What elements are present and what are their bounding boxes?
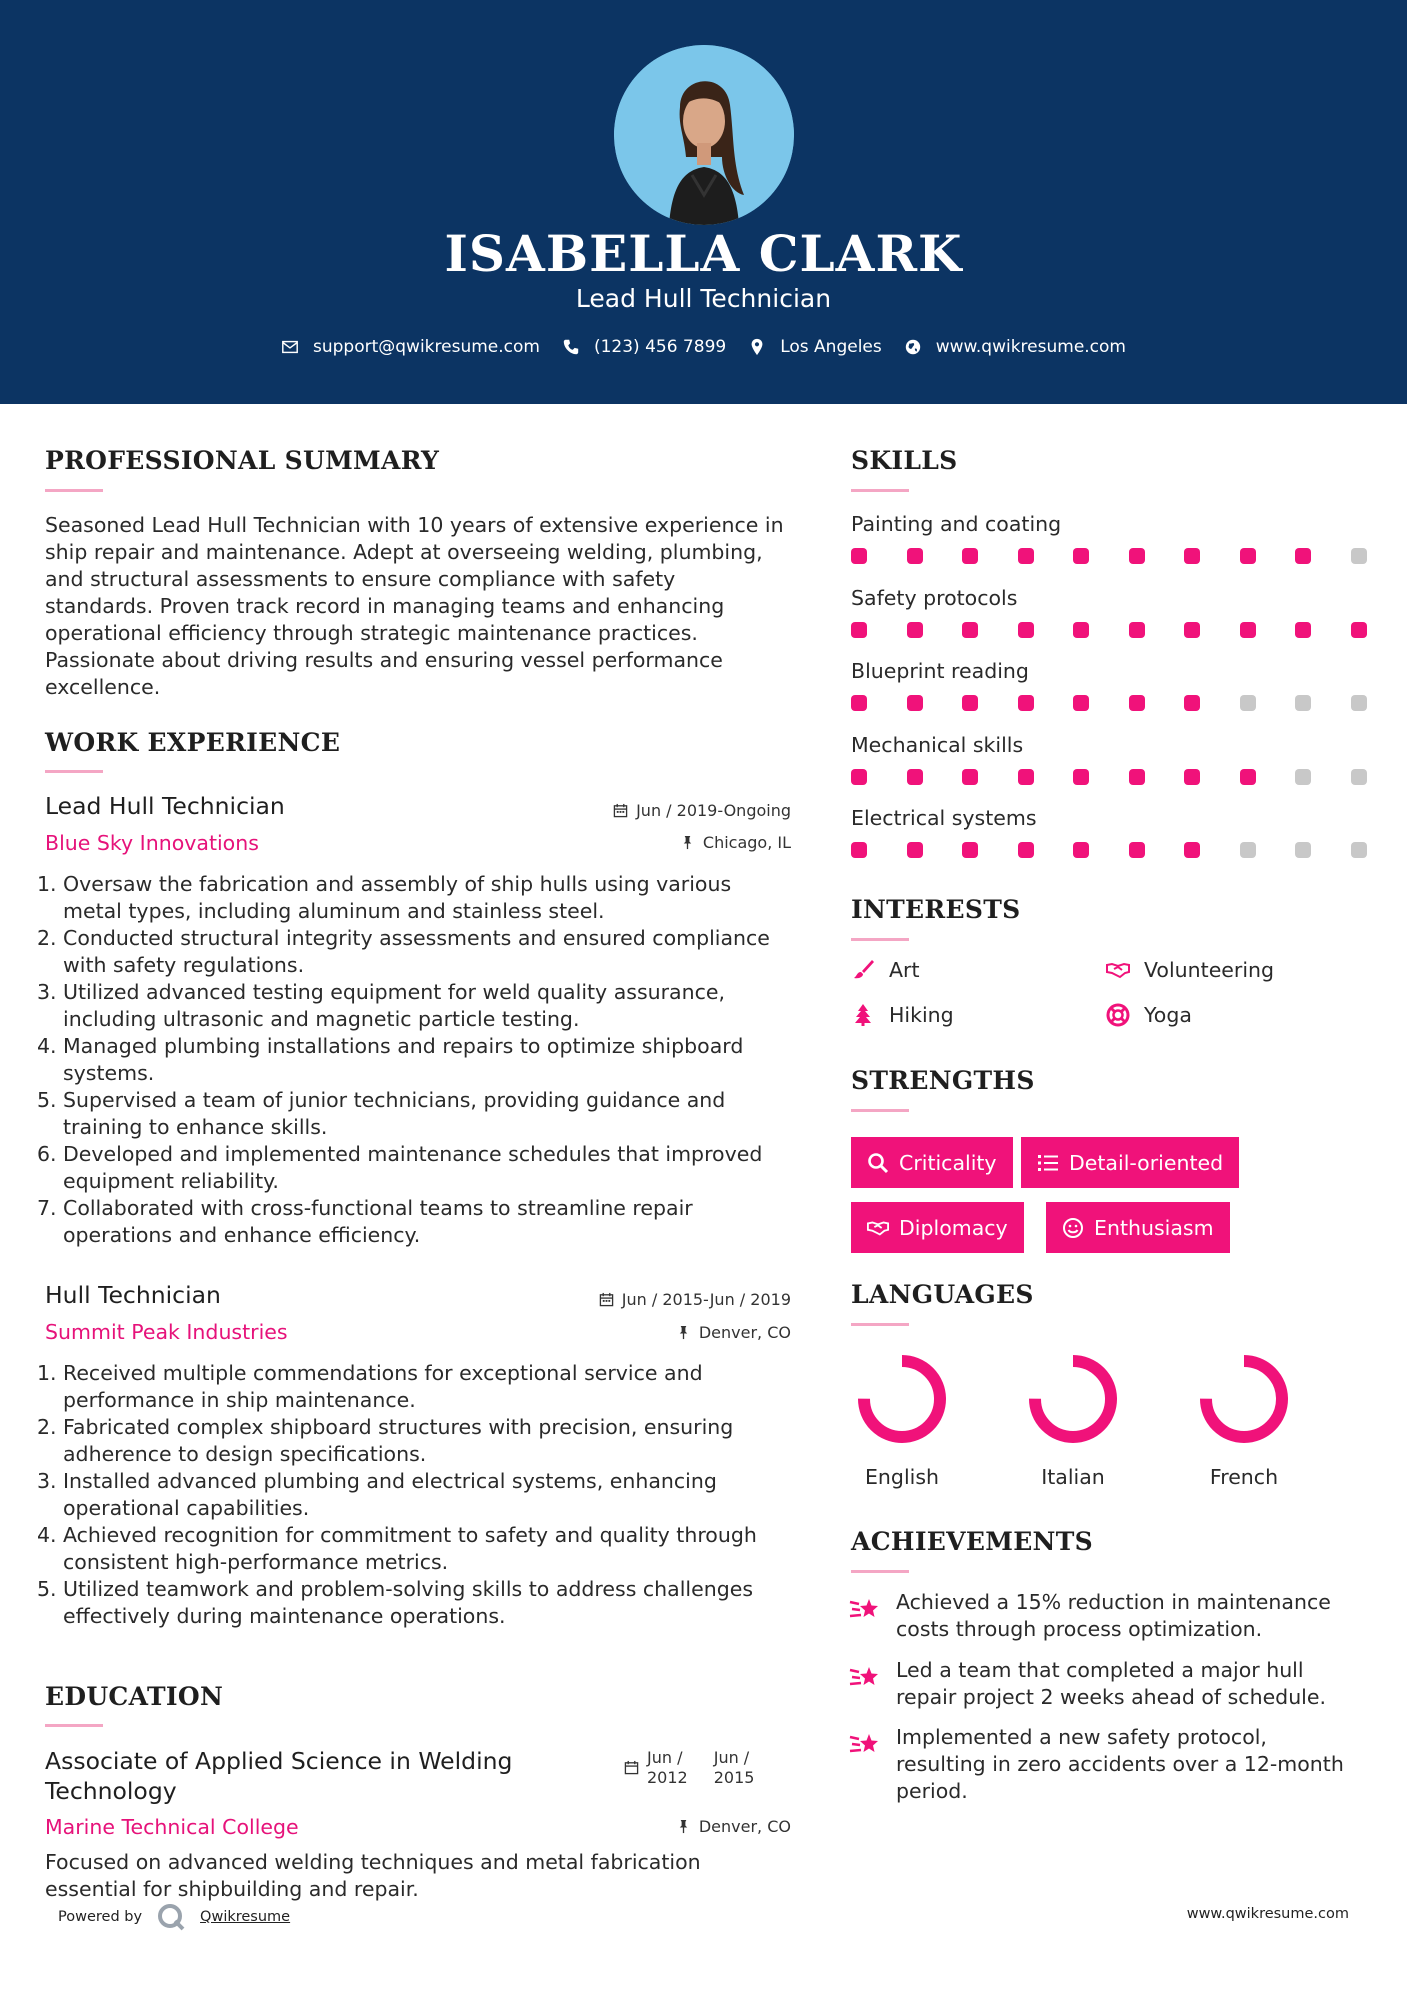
shooting-star-icon (849, 1728, 881, 1760)
skill-dot-filled (962, 695, 978, 711)
experience-underline (45, 770, 103, 773)
summary-line: and structural assessments to ensure compliance with safety (45, 567, 676, 591)
job-company: Summit Peak Industries (45, 1320, 288, 1344)
skill-dot-filled (907, 622, 923, 638)
list-item: 1. Received multiple commendations for exceptional service and performance in ship maintenance. (37, 1361, 703, 1412)
skill-dot-filled (907, 695, 923, 711)
education-location-text: Denver, CO (698, 1817, 791, 1836)
skill-dot-empty (1295, 842, 1311, 858)
skill-dot-filled (1129, 548, 1145, 564)
strength-tag (851, 1202, 1024, 1253)
skill-dot-filled (1073, 622, 1089, 638)
skill-dot-filled (1018, 548, 1034, 564)
list-item: 3. Utilized advanced testing equipment for weld quality assurance, including ultrasonic and magnetic particle testing. (37, 980, 725, 1031)
pushpin-icon (680, 835, 695, 850)
list-item: 1. Oversaw the fabrication and assembly of ship hulls using various metal types, including aluminum and stainless steel. (37, 872, 732, 923)
skill-dot-empty (1240, 695, 1256, 711)
interest-item (851, 1003, 954, 1027)
search-icon (867, 1152, 889, 1174)
job-title: Hull Technician (45, 1281, 221, 1309)
skill-dot-filled (907, 769, 923, 785)
skill-dot-filled (1184, 695, 1200, 711)
experience-heading: WORK EXPERIENCE (45, 728, 341, 757)
summary-line: Seasoned Lead Hull Technician with 10 years of extensive experience in (45, 513, 784, 537)
skill-name: Blueprint reading (851, 659, 1029, 683)
footer-url[interactable]: www.qwikresume.com (1186, 1906, 1349, 1922)
strength-tag (1046, 1202, 1230, 1253)
list-item: 4. Achieved recognition for commitment to safety and quality through consistent high-performance metrics. (37, 1523, 757, 1574)
skill-dot-filled (1295, 622, 1311, 638)
job-location (676, 1323, 791, 1342)
skill-dot-filled (1240, 622, 1256, 638)
job-date (613, 801, 791, 820)
skill-dot-filled (1129, 695, 1145, 711)
skill-dot-empty (1351, 842, 1367, 858)
globe-icon (904, 338, 922, 356)
skill-dot-filled (1018, 842, 1034, 858)
list-item: 5. Supervised a team of junior technicians, providing guidance and training to enhance skills. (37, 1088, 726, 1139)
language-label: French (1209, 1465, 1279, 1489)
calendar-icon (613, 803, 628, 818)
summary-underline (45, 489, 103, 492)
contact-website[interactable] (904, 337, 1126, 357)
contact-phone[interactable] (562, 337, 726, 357)
language-level-arc (1035, 1361, 1111, 1437)
education-location (676, 1817, 791, 1836)
pushpin-icon (676, 1819, 691, 1834)
list-item: 4. Managed plumbing installations and repairs to optimize shipboard systems. (37, 1034, 744, 1085)
location-text: Los Angeles (780, 337, 882, 357)
calendar-icon (599, 1292, 614, 1307)
summary-line: standards. Proven track record in managing teams and enhancing (45, 594, 725, 618)
list-icon (1037, 1152, 1059, 1174)
achievement-item: Led a team that completed a major hull repair project 2 weeks ahead of schedule. (896, 1658, 1327, 1709)
skill-dot-filled (1240, 548, 1256, 564)
phone-text: (123) 456 7899 (593, 337, 727, 357)
summary-line: excellence. (45, 675, 161, 699)
powered-by (58, 1902, 290, 1932)
envelope-icon (281, 338, 299, 356)
interest-item (1106, 1003, 1192, 1027)
skill-dot-filled (1295, 548, 1311, 564)
degree-line: Technology (45, 1777, 177, 1805)
strength-label: Diplomacy (899, 1215, 1008, 1240)
list-item: 2. Conducted structural integrity assessments and ensured compliance with safety regulations. (37, 926, 770, 977)
language-level-arc (864, 1361, 940, 1437)
achievements-heading: ACHIEVEMENTS (851, 1527, 1093, 1556)
skill-dot-empty (1351, 548, 1367, 564)
skill-dot-filled (1073, 842, 1089, 858)
strength-label: Enthusiasm (1094, 1215, 1214, 1240)
languages-underline (851, 1323, 909, 1326)
job-location-text: Chicago, IL (702, 833, 791, 852)
handshake-icon (1106, 958, 1130, 982)
language-level-ring (1018, 1344, 1128, 1454)
interests-heading: INTERESTS (851, 895, 1021, 924)
skill-dot-filled (851, 695, 867, 711)
degree-title (45, 1746, 512, 1806)
education-description: Focused on advanced welding techniques and metal fabrication essential for shipbuilding and repair. (45, 1850, 701, 1901)
skill-dot-filled (962, 622, 978, 638)
powered-by-text: Powered by (58, 1909, 143, 1925)
skill-dot-empty (1351, 695, 1367, 711)
interest-label: Yoga (1144, 1003, 1192, 1027)
strengths-heading: STRENGTHS (851, 1066, 1035, 1095)
languages-heading: LANGUAGES (851, 1280, 1034, 1309)
skill-dot-filled (1351, 622, 1367, 638)
tree-icon (851, 1003, 875, 1027)
brand-link[interactable]: Qwikresume (200, 1909, 291, 1925)
skill-dot-filled (1184, 769, 1200, 785)
shooting-star-icon (849, 1593, 881, 1625)
skill-dot-filled (1073, 548, 1089, 564)
lifering-icon (1106, 1003, 1130, 1027)
interest-item (1106, 958, 1274, 982)
candidate-title: Lead Hull Technician (575, 284, 832, 313)
shooting-star-icon (849, 1661, 881, 1693)
strengths-underline (851, 1109, 909, 1112)
map-pin-icon (748, 338, 766, 356)
qwikresume-logo-icon (156, 1902, 186, 1932)
language-label: English (864, 1465, 940, 1489)
language-label: Italian (1041, 1465, 1105, 1489)
skill-dot-filled (962, 548, 978, 564)
language-level-arc (1206, 1361, 1282, 1437)
skill-dot-filled (1184, 548, 1200, 564)
job-date (599, 1290, 791, 1309)
job-title: Lead Hull Technician (45, 792, 285, 820)
contact-location (748, 337, 882, 357)
education-date: Jun / 2012 Jun / 2015 (624, 1748, 754, 1788)
school-name: Marine Technical College (45, 1815, 299, 1839)
email-text: support@qwikresume.com (313, 337, 540, 357)
job-responsibilities (37, 871, 815, 1249)
strength-label: Criticality (899, 1150, 997, 1175)
language-level-ring (847, 1344, 957, 1454)
skill-dot-filled (1018, 622, 1034, 638)
education-underline (45, 1724, 103, 1727)
strength-label: Detail-oriented (1069, 1150, 1224, 1175)
job-company: Blue Sky Innovations (45, 831, 259, 855)
skill-dot-filled (1129, 622, 1145, 638)
skill-dot-filled (1184, 622, 1200, 638)
skill-dot-filled (1073, 769, 1089, 785)
summary-line: Passionate about driving results and ensuring vessel performance (45, 648, 723, 672)
strength-tag (851, 1137, 1013, 1188)
skills-underline (851, 489, 909, 492)
list-item: 5. Utilized teamwork and problem-solving skills to address challenges effectively during maintenance operations. (37, 1577, 754, 1628)
calendar-icon (624, 1760, 639, 1775)
education-heading: EDUCATION (45, 1682, 224, 1711)
achievement-item: Achieved a 15% reduction in maintenance costs through process optimization. (896, 1590, 1331, 1641)
job-location (680, 833, 791, 852)
list-item: 3. Installed advanced plumbing and electrical systems, enhancing operational capabilities. (37, 1469, 717, 1520)
job-date-text: Jun / 2015-Jun / 2019 (621, 1290, 791, 1309)
summary-heading: PROFESSIONAL SUMMARY (45, 446, 440, 475)
job-responsibilities (37, 1360, 815, 1630)
language-level-ring (1189, 1344, 1299, 1454)
interest-label: Hiking (889, 1003, 954, 1027)
skill-dot-filled (851, 842, 867, 858)
contact-email[interactable] (281, 337, 540, 357)
skill-dot-filled (1129, 769, 1145, 785)
pushpin-icon (676, 1325, 691, 1340)
website-text: www.qwikresume.com (935, 337, 1126, 357)
skills-heading: SKILLS (851, 446, 958, 475)
skill-dot-filled (907, 548, 923, 564)
smile-icon (1062, 1217, 1084, 1239)
skill-name: Mechanical skills (851, 732, 1024, 757)
resume-header (0, 0, 1407, 404)
skill-dot-filled (907, 842, 923, 858)
interest-item (851, 958, 920, 982)
strength-tag (1021, 1137, 1239, 1188)
paintbrush-icon (851, 958, 875, 982)
skill-dot-filled (1184, 842, 1200, 858)
summary-line: ship repair and maintenance. Adept at overseeing welding, plumbing, (45, 540, 763, 564)
achievements-underline (851, 1570, 909, 1573)
skill-dot-empty (1240, 842, 1256, 858)
interests-underline (851, 938, 909, 941)
interest-label: Art (889, 958, 920, 982)
skill-dot-filled (851, 548, 867, 564)
list-item: 6. Developed and implemented maintenance schedules that improved equipment reliability. (37, 1142, 763, 1193)
skill-dot-filled (962, 769, 978, 785)
skill-dot-filled (1018, 769, 1034, 785)
skill-name: Safety protocols (851, 585, 1018, 610)
skill-dot-filled (851, 769, 867, 785)
interest-label: Volunteering (1144, 958, 1275, 982)
degree-line: Associate of Applied Science in Welding (45, 1747, 513, 1775)
skill-dot-filled (1073, 695, 1089, 711)
list-item: 2. Fabricated complex shipboard structures with precision, ensuring adherence to design specifications. (37, 1415, 734, 1466)
skill-name: Painting and coating (851, 512, 1062, 536)
achievement-item: Implemented a new safety protocol, resulting in zero accidents over a 12-month period. (896, 1725, 1344, 1803)
skill-name: Electrical systems (851, 806, 1037, 830)
skill-dot-filled (962, 842, 978, 858)
skill-dot-empty (1351, 769, 1367, 785)
skill-dot-filled (1129, 842, 1145, 858)
skill-dot-filled (851, 622, 867, 638)
handshake-icon (867, 1217, 889, 1239)
skill-dot-empty (1295, 769, 1311, 785)
list-item: 7. Collaborated with cross-functional teams to streamline repair operations and enhance efficiency. (37, 1196, 693, 1247)
summary-line: operational efficiency through strategic maintenance practices. (45, 621, 698, 645)
skill-dot-empty (1295, 695, 1311, 711)
job-date-text: Jun / 2019-Ongoing (636, 801, 791, 820)
summary-text (45, 512, 805, 701)
profile-photo (614, 45, 794, 225)
candidate-name: ISABELLA CLARK (444, 224, 963, 283)
skill-dot-filled (1018, 695, 1034, 711)
job-location-text: Denver, CO (698, 1323, 791, 1342)
contact-bar (0, 337, 1407, 357)
phone-icon (562, 338, 580, 356)
skill-dot-filled (1240, 769, 1256, 785)
